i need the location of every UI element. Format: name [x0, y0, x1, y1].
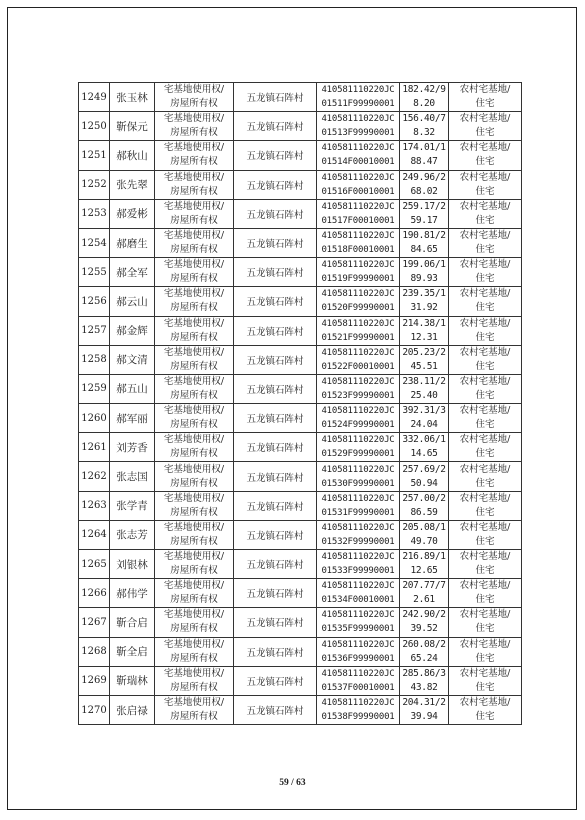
- cell-right-type: 宅基地使用权/ 房屋所有权: [155, 666, 234, 695]
- table-row: [79, 316, 522, 345]
- table-row: [79, 287, 522, 316]
- cell-unit-code: 410581110220JC 01536F99990001: [317, 637, 400, 666]
- cell-serial-number: 1259: [79, 374, 110, 403]
- table-row: [79, 579, 522, 608]
- property-rights-table: [78, 82, 522, 725]
- cell-serial-number: 1263: [79, 491, 110, 520]
- cell-location: 五龙镇石阵村: [234, 666, 317, 695]
- cell-location: 五龙镇石阵村: [234, 316, 317, 345]
- cell-area: 205.23/2 45.51: [400, 345, 449, 374]
- cell-owner-name: 郝全军: [110, 258, 155, 287]
- cell-location: 五龙镇石阵村: [234, 637, 317, 666]
- cell-location: 五龙镇石阵村: [234, 112, 317, 141]
- cell-area: 259.17/2 59.17: [400, 199, 449, 228]
- cell-land-use: 农村宅基地/ 住宅: [449, 491, 522, 520]
- cell-owner-name: 靳保元: [110, 112, 155, 141]
- cell-land-use: 农村宅基地/ 住宅: [449, 345, 522, 374]
- cell-location: 五龙镇石阵村: [234, 491, 317, 520]
- cell-serial-number: 1256: [79, 287, 110, 316]
- table-row: [79, 374, 522, 403]
- cell-unit-code: 410581110220JC 01537F00010001: [317, 666, 400, 695]
- cell-area: 238.11/2 25.40: [400, 374, 449, 403]
- cell-unit-code: 410581110220JC 01538F99990001: [317, 695, 400, 724]
- cell-unit-code: 410581110220JC 01511F99990001: [317, 83, 400, 112]
- cell-right-type: 宅基地使用权/ 房屋所有权: [155, 550, 234, 579]
- cell-area: 260.08/2 65.24: [400, 637, 449, 666]
- cell-right-type: 宅基地使用权/ 房屋所有权: [155, 170, 234, 199]
- table-row: [79, 112, 522, 141]
- cell-area: 249.96/2 68.02: [400, 170, 449, 199]
- cell-area: 182.42/9 8.20: [400, 83, 449, 112]
- cell-right-type: 宅基地使用权/ 房屋所有权: [155, 433, 234, 462]
- cell-location: 五龙镇石阵村: [234, 83, 317, 112]
- cell-unit-code: 410581110220JC 01514F00010001: [317, 141, 400, 170]
- cell-area: 174.01/1 88.47: [400, 141, 449, 170]
- cell-owner-name: 郝云山: [110, 287, 155, 316]
- cell-owner-name: 靳合启: [110, 608, 155, 637]
- cell-land-use: 农村宅基地/ 住宅: [449, 170, 522, 199]
- cell-owner-name: 刘银林: [110, 550, 155, 579]
- table-body: [79, 83, 522, 725]
- cell-right-type: 宅基地使用权/ 房屋所有权: [155, 287, 234, 316]
- cell-location: 五龙镇石阵村: [234, 170, 317, 199]
- cell-area: 205.08/1 49.70: [400, 520, 449, 549]
- table-row: [79, 433, 522, 462]
- cell-serial-number: 1262: [79, 462, 110, 491]
- cell-right-type: 宅基地使用权/ 房屋所有权: [155, 462, 234, 491]
- cell-land-use: 农村宅基地/ 住宅: [449, 637, 522, 666]
- cell-area: 332.06/1 14.65: [400, 433, 449, 462]
- table-row: [79, 491, 522, 520]
- cell-serial-number: 1251: [79, 141, 110, 170]
- cell-owner-name: 郝军丽: [110, 404, 155, 433]
- cell-owner-name: 刘芳香: [110, 433, 155, 462]
- cell-right-type: 宅基地使用权/ 房屋所有权: [155, 520, 234, 549]
- cell-unit-code: 410581110220JC 01531F99990001: [317, 491, 400, 520]
- cell-area: 285.86/3 43.82: [400, 666, 449, 695]
- cell-owner-name: 张启禄: [110, 695, 155, 724]
- cell-land-use: 农村宅基地/ 住宅: [449, 83, 522, 112]
- cell-owner-name: 郝五山: [110, 374, 155, 403]
- cell-unit-code: 410581110220JC 01517F00010001: [317, 199, 400, 228]
- cell-serial-number: 1254: [79, 228, 110, 257]
- cell-serial-number: 1261: [79, 433, 110, 462]
- table-row: [79, 550, 522, 579]
- cell-right-type: 宅基地使用权/ 房屋所有权: [155, 491, 234, 520]
- cell-serial-number: 1255: [79, 258, 110, 287]
- cell-unit-code: 410581110220JC 01523F99990001: [317, 374, 400, 403]
- cell-land-use: 农村宅基地/ 住宅: [449, 141, 522, 170]
- cell-unit-code: 410581110220JC 01518F00010001: [317, 228, 400, 257]
- cell-area: 207.77/7 2.61: [400, 579, 449, 608]
- table-row: [79, 199, 522, 228]
- cell-location: 五龙镇石阵村: [234, 462, 317, 491]
- cell-area: 239.35/1 31.92: [400, 287, 449, 316]
- cell-land-use: 农村宅基地/ 住宅: [449, 199, 522, 228]
- cell-right-type: 宅基地使用权/ 房屋所有权: [155, 695, 234, 724]
- table-row: [79, 608, 522, 637]
- cell-serial-number: 1267: [79, 608, 110, 637]
- table-row: [79, 404, 522, 433]
- cell-area: 156.40/7 8.32: [400, 112, 449, 141]
- cell-unit-code: 410581110220JC 01535F99990001: [317, 608, 400, 637]
- cell-area: 190.81/2 84.65: [400, 228, 449, 257]
- cell-unit-code: 410581110220JC 01533F99990001: [317, 550, 400, 579]
- cell-land-use: 农村宅基地/ 住宅: [449, 404, 522, 433]
- cell-right-type: 宅基地使用权/ 房屋所有权: [155, 316, 234, 345]
- table-row: [79, 520, 522, 549]
- cell-owner-name: 郝伟学: [110, 579, 155, 608]
- cell-serial-number: 1268: [79, 637, 110, 666]
- cell-serial-number: 1253: [79, 199, 110, 228]
- cell-serial-number: 1252: [79, 170, 110, 199]
- cell-location: 五龙镇石阵村: [234, 579, 317, 608]
- cell-serial-number: 1266: [79, 579, 110, 608]
- cell-area: 257.69/2 50.94: [400, 462, 449, 491]
- cell-land-use: 农村宅基地/ 住宅: [449, 462, 522, 491]
- cell-owner-name: 张先翠: [110, 170, 155, 199]
- cell-location: 五龙镇石阵村: [234, 433, 317, 462]
- cell-area: 392.31/3 24.04: [400, 404, 449, 433]
- cell-right-type: 宅基地使用权/ 房屋所有权: [155, 112, 234, 141]
- cell-unit-code: 410581110220JC 01521F99990001: [317, 316, 400, 345]
- cell-owner-name: 张学青: [110, 491, 155, 520]
- cell-owner-name: 郝秋山: [110, 141, 155, 170]
- cell-area: 216.89/1 12.65: [400, 550, 449, 579]
- cell-land-use: 农村宅基地/ 住宅: [449, 433, 522, 462]
- cell-serial-number: 1264: [79, 520, 110, 549]
- cell-serial-number: 1270: [79, 695, 110, 724]
- cell-unit-code: 410581110220JC 01534F00010001: [317, 579, 400, 608]
- cell-owner-name: 郝文清: [110, 345, 155, 374]
- table-row: [79, 228, 522, 257]
- cell-location: 五龙镇石阵村: [234, 374, 317, 403]
- cell-right-type: 宅基地使用权/ 房屋所有权: [155, 579, 234, 608]
- cell-area: 257.00/2 86.59: [400, 491, 449, 520]
- cell-unit-code: 410581110220JC 01520F99990001: [317, 287, 400, 316]
- cell-location: 五龙镇石阵村: [234, 258, 317, 287]
- cell-land-use: 农村宅基地/ 住宅: [449, 666, 522, 695]
- cell-serial-number: 1257: [79, 316, 110, 345]
- cell-serial-number: 1258: [79, 345, 110, 374]
- cell-right-type: 宅基地使用权/ 房屋所有权: [155, 345, 234, 374]
- cell-serial-number: 1249: [79, 83, 110, 112]
- cell-unit-code: 410581110220JC 01513F99990001: [317, 112, 400, 141]
- cell-owner-name: 郝金辉: [110, 316, 155, 345]
- page-number: 59 / 63: [279, 778, 306, 788]
- cell-serial-number: 1269: [79, 666, 110, 695]
- cell-land-use: 农村宅基地/ 住宅: [449, 316, 522, 345]
- cell-right-type: 宅基地使用权/ 房屋所有权: [155, 83, 234, 112]
- cell-land-use: 农村宅基地/ 住宅: [449, 550, 522, 579]
- cell-land-use: 农村宅基地/ 住宅: [449, 374, 522, 403]
- cell-location: 五龙镇石阵村: [234, 695, 317, 724]
- cell-location: 五龙镇石阵村: [234, 404, 317, 433]
- cell-location: 五龙镇石阵村: [234, 228, 317, 257]
- cell-right-type: 宅基地使用权/ 房屋所有权: [155, 228, 234, 257]
- cell-area: 214.38/1 12.31: [400, 316, 449, 345]
- cell-unit-code: 410581110220JC 01529F99990001: [317, 433, 400, 462]
- cell-location: 五龙镇石阵村: [234, 199, 317, 228]
- cell-land-use: 农村宅基地/ 住宅: [449, 228, 522, 257]
- cell-location: 五龙镇石阵村: [234, 345, 317, 374]
- cell-unit-code: 410581110220JC 01519F99990001: [317, 258, 400, 287]
- cell-unit-code: 410581110220JC 01522F00010001: [317, 345, 400, 374]
- cell-owner-name: 张志国: [110, 462, 155, 491]
- cell-right-type: 宅基地使用权/ 房屋所有权: [155, 374, 234, 403]
- cell-unit-code: 410581110220JC 01530F99990001: [317, 462, 400, 491]
- cell-right-type: 宅基地使用权/ 房屋所有权: [155, 404, 234, 433]
- cell-unit-code: 410581110220JC 01516F00010001: [317, 170, 400, 199]
- cell-location: 五龙镇石阵村: [234, 520, 317, 549]
- cell-owner-name: 张志芳: [110, 520, 155, 549]
- cell-right-type: 宅基地使用权/ 房屋所有权: [155, 637, 234, 666]
- cell-owner-name: 郝爱彬: [110, 199, 155, 228]
- table-row: [79, 170, 522, 199]
- cell-serial-number: 1260: [79, 404, 110, 433]
- cell-owner-name: 靳全启: [110, 637, 155, 666]
- table-row: [79, 83, 522, 112]
- cell-unit-code: 410581110220JC 01524F99990001: [317, 404, 400, 433]
- cell-unit-code: 410581110220JC 01532F99990001: [317, 520, 400, 549]
- cell-location: 五龙镇石阵村: [234, 287, 317, 316]
- cell-area: 242.90/2 39.52: [400, 608, 449, 637]
- table-row: [79, 666, 522, 695]
- cell-owner-name: 张玉林: [110, 83, 155, 112]
- table-row: [79, 462, 522, 491]
- table-row: [79, 345, 522, 374]
- cell-right-type: 宅基地使用权/ 房屋所有权: [155, 199, 234, 228]
- cell-right-type: 宅基地使用权/ 房屋所有权: [155, 258, 234, 287]
- cell-location: 五龙镇石阵村: [234, 141, 317, 170]
- cell-area: 199.06/1 89.93: [400, 258, 449, 287]
- table-row: [79, 141, 522, 170]
- cell-land-use: 农村宅基地/ 住宅: [449, 579, 522, 608]
- cell-land-use: 农村宅基地/ 住宅: [449, 112, 522, 141]
- cell-location: 五龙镇石阵村: [234, 608, 317, 637]
- cell-owner-name: 靳瑞林: [110, 666, 155, 695]
- cell-right-type: 宅基地使用权/ 房屋所有权: [155, 141, 234, 170]
- cell-land-use: 农村宅基地/ 住宅: [449, 258, 522, 287]
- cell-location: 五龙镇石阵村: [234, 550, 317, 579]
- cell-land-use: 农村宅基地/ 住宅: [449, 287, 522, 316]
- table-row: [79, 637, 522, 666]
- cell-land-use: 农村宅基地/ 住宅: [449, 608, 522, 637]
- cell-serial-number: 1250: [79, 112, 110, 141]
- table-row: [79, 695, 522, 724]
- cell-area: 204.31/2 39.94: [400, 695, 449, 724]
- cell-right-type: 宅基地使用权/ 房屋所有权: [155, 608, 234, 637]
- table-row: [79, 258, 522, 287]
- cell-land-use: 农村宅基地/ 住宅: [449, 520, 522, 549]
- cell-owner-name: 郝磨生: [110, 228, 155, 257]
- cell-land-use: 农村宅基地/ 住宅: [449, 695, 522, 724]
- cell-serial-number: 1265: [79, 550, 110, 579]
